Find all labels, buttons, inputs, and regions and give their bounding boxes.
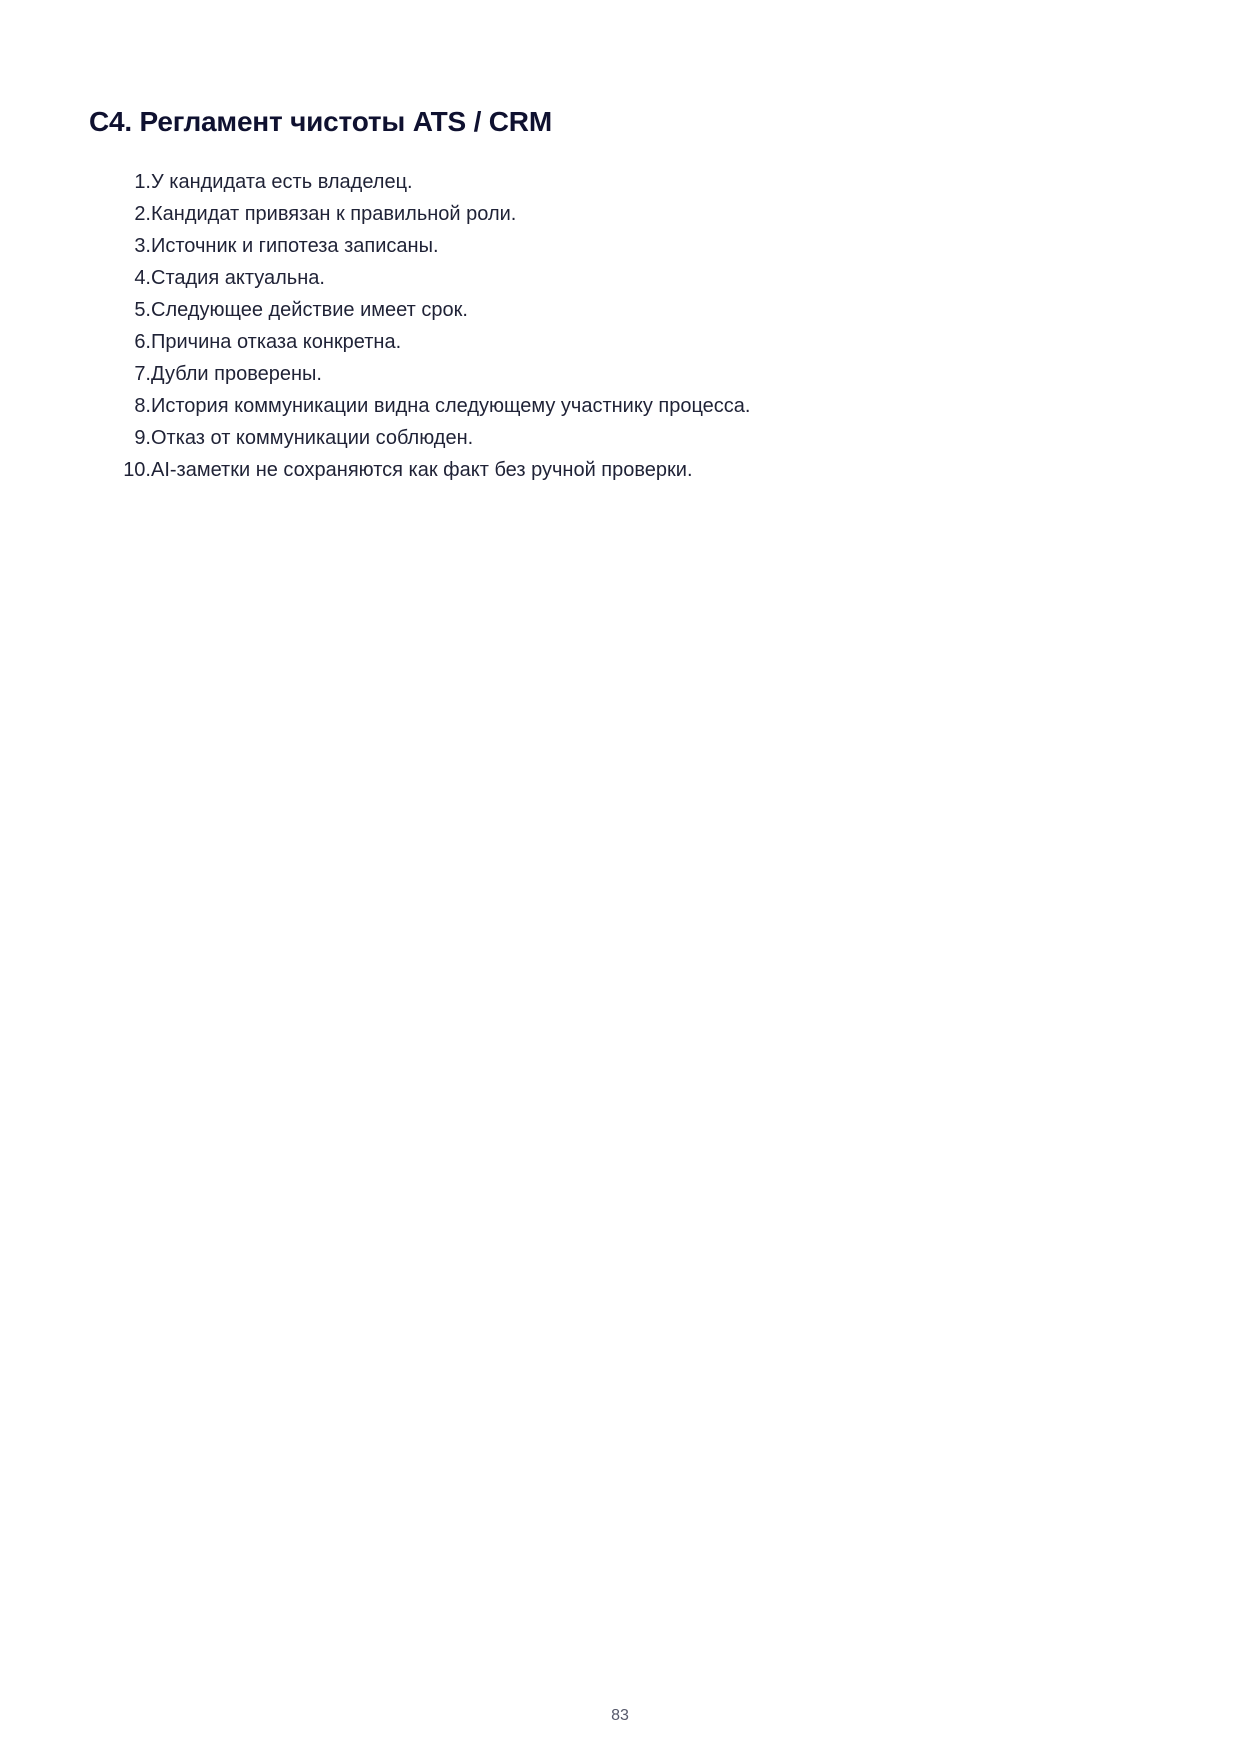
list-item-number: 1. xyxy=(134,171,151,193)
list-item-number: 6. xyxy=(134,331,151,353)
list-item-number: 3. xyxy=(134,235,151,257)
page-number: 83 xyxy=(611,1707,629,1724)
list-item-number: 8. xyxy=(134,395,151,417)
list-item-text: AI-заметки не сохраняются как факт без ручной проверки. xyxy=(151,459,693,481)
list-item xyxy=(110,454,750,486)
list-item-text: Следующее действие имеет срок. xyxy=(151,299,468,321)
list-item-number: 7. xyxy=(134,363,151,385)
list-item xyxy=(110,198,750,230)
list-item xyxy=(110,390,750,422)
list-item-text: Отказ от коммуникации соблюден. xyxy=(151,427,474,449)
list-item-number: 2. xyxy=(134,203,151,225)
checklist xyxy=(110,166,750,486)
list-item xyxy=(110,422,750,454)
section-heading: C4. Регламент чистоты ATS / CRM xyxy=(89,106,552,137)
list-item xyxy=(110,230,750,262)
list-item xyxy=(110,358,750,390)
list-item-number: 9. xyxy=(134,427,151,449)
list-item-text: У кандидата есть владелец. xyxy=(151,171,413,193)
list-item-text: Источник и гипотеза записаны. xyxy=(151,235,439,257)
list-item-text: Стадия актуальна. xyxy=(151,267,325,289)
list-item-text: Кандидат привязан к правильной роли. xyxy=(151,203,517,225)
list-item-text: Дубли проверены. xyxy=(151,363,322,385)
list-item-number: 5. xyxy=(134,299,151,321)
list-item-text: История коммуникации видна следующему участнику процесса. xyxy=(151,395,751,417)
list-item xyxy=(110,262,750,294)
list-item xyxy=(110,326,750,358)
list-item xyxy=(110,294,750,326)
list-item-number: 10. xyxy=(123,459,151,481)
list-item-text: Причина отказа конкретна. xyxy=(151,331,402,353)
list-item-number: 4. xyxy=(134,267,151,289)
list-item xyxy=(110,166,750,198)
